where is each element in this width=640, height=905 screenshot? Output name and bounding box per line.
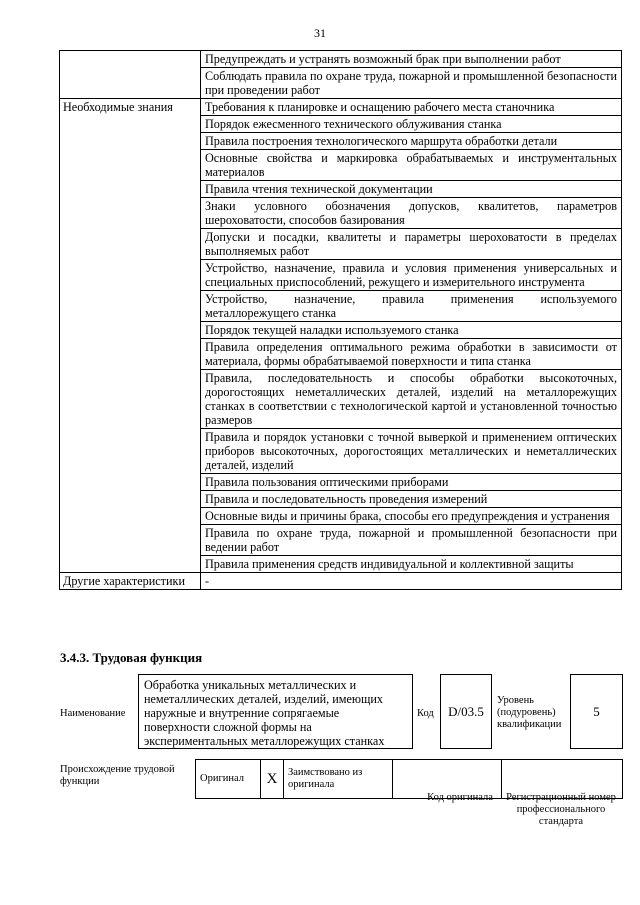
row-item: Требования к планировке и оснащению рабочего места станочника [201,99,622,116]
row-item: Допуски и посадки, квалитеты и параметры шероховатости в пределах выполняемых работ [201,229,622,260]
function-name: Обработка уникальных металлических и неметаллических деталей, изделий, имеющих наружные и внутренние сопрягаемые поверхности сложной формы на экспериментальных металлорежущих станках [138,674,413,749]
row-item: Основные свойства и маркировка обрабатываемых и инструментальных материалов [201,150,622,181]
original-mark: X [261,760,284,799]
row-item: Правила и последовательность проведения измерений [201,491,622,508]
registration-number-caption: Регистрационный номер профессионального стандарта [506,792,616,827]
row-item: Правила определения оптимального режима обработки в зависимости от материала, формы обрабатываемой поверхности и типа станка [201,339,622,370]
row-label-empty [60,51,201,99]
original-code-caption: Код оригинала [427,792,493,803]
row-item: Соблюдать правила по охране труда, пожарной и промышленной безопасности при проведении работ [201,68,622,99]
page-number: 31 [314,26,326,40]
row-item: - [201,573,622,590]
code-label: Код [417,708,434,719]
name-label: Наименование [60,708,126,719]
skills-table [59,50,622,590]
row-item: Знаки условного обозначения допусков, квалитетов, параметров шероховатости, способов базирования [201,198,622,229]
skill-row [60,51,622,68]
original-label: Оригинал [196,760,261,799]
row-item: Правила применения средств индивидуальной и коллективной защиты [201,556,622,573]
section-title: 3.4.3. Трудовая функция [60,650,203,665]
row-item: Правила и порядок установки с точной выверкой и применением оптических приборов высокоточных, дорогостоящих металлических и неметаллических деталей, изделий [201,429,622,474]
row-label: Другие характеристики [60,573,201,590]
knowledge-row [60,99,622,116]
row-item: Правила пользования оптическими приборами [201,474,622,491]
row-label: Необходимые знания [60,99,201,573]
other-characteristics-row [60,573,622,590]
row-item: Правила чтения технической документации [201,181,622,198]
row-item: Правила, последовательность и способы обработки высокоточных, дорогостоящих неметаллических деталей, изделий на металлорежущих станках в соответствии с технологической картой и установленной точностью размеров [201,370,622,429]
origin-label: Происхождение трудовой функции [60,764,175,787]
qualification-level-label: Уровень (подуровень) квалификации [497,695,562,730]
qualification-level-value: 5 [570,674,623,749]
row-item: Порядок ежесменного технического облуживания станка [201,116,622,133]
row-item: Устройство, назначение, правила применения используемого металлорежущего станка [201,291,622,322]
function-code: D/03.5 [440,674,492,749]
row-item: Порядок текущей наладки используемого станка [201,322,622,339]
borrowed-label: Заимствовано из оригинала [284,760,393,799]
row-item: Правила по охране труда, пожарной и промышленной безопасности при ведении работ [201,525,622,556]
row-item: Устройство, назначение, правила и условия применения универсальных и специальных приспособлений, режущего и измерительного инструмента [201,260,622,291]
row-item: Правила построения технологического маршрута обработки детали [201,133,622,150]
row-item: Основные виды и причины брака, способы его предупреждения и устранения [201,508,622,525]
row-item: Предупреждать и устранять возможный брак при выполнении работ [201,51,622,68]
